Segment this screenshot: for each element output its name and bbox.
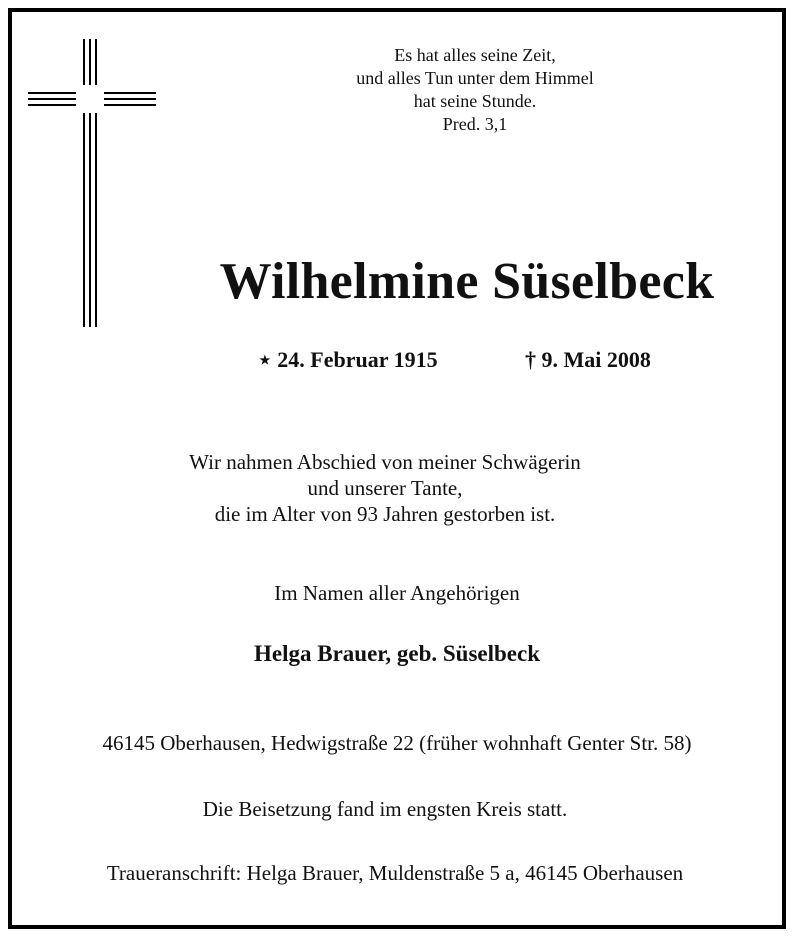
farewell-line: und unserer Tante,	[307, 476, 463, 500]
farewell-text	[120, 449, 650, 527]
verse-line: Es hat alles seine Zeit,	[394, 45, 556, 65]
verse-line: hat seine Stunde.	[413, 91, 537, 111]
farewell-line: Wir nahmen Abschied von meiner Schwägerin	[189, 450, 581, 474]
mourning-address: Traueranschrift: Helga Brauer, Muldenstraße 5 a, 46145 Oberhausen	[106, 861, 684, 885]
burial-note: Die Beisetzung fand im engsten Kreis statt.	[202, 797, 568, 821]
signer-name: Helga Brauer, geb. Süselbeck	[253, 641, 541, 666]
death-date: † 9. Mai 2008	[525, 347, 651, 372]
family-intro: Im Namen aller Angehörigen	[274, 581, 520, 605]
deceased-name: Wilhelmine Süselbeck	[219, 253, 715, 310]
farewell-line: die im Alter von 93 Jahren gestorben ist.	[214, 502, 556, 526]
cross-icon	[18, 27, 158, 327]
verse-reference: Pred. 3,1	[442, 114, 508, 134]
verse-line: und alles Tun unter dem Himmel	[356, 68, 594, 88]
address-line: 46145 Oberhausen, Hedwigstraße 22 (früher wohnhaft Genter Str. 58)	[102, 731, 692, 755]
bible-verse	[340, 44, 610, 136]
birth-date: ⋆ 24. Februar 1915	[258, 347, 438, 372]
